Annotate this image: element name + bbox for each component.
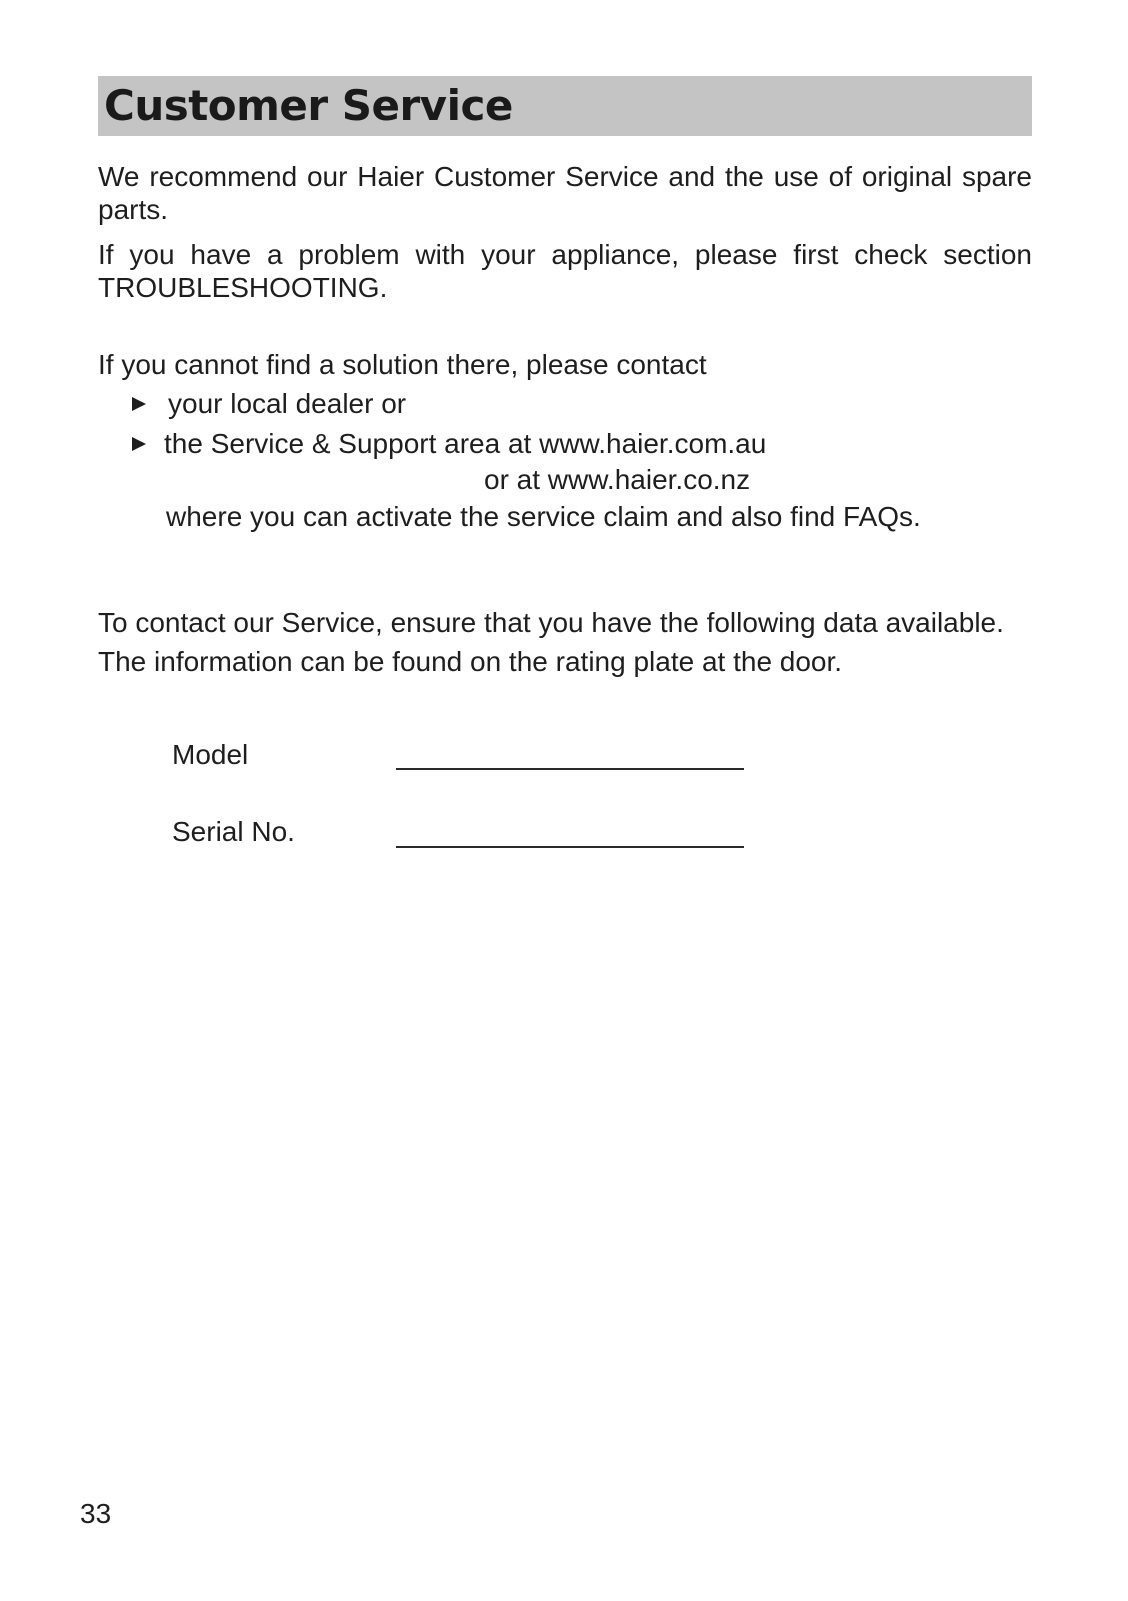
- no-solution-paragraph: If you cannot find a solution there, please contact: [98, 349, 707, 380]
- list-item-service-support: [132, 427, 766, 460]
- recommend-paragraph: We recommend our Haier Customer Service and the use of original spare parts.: [98, 161, 1032, 225]
- serial-number-blank-line: [396, 846, 744, 848]
- list-item-local-dealer: [132, 387, 406, 420]
- title-bar: [98, 76, 1032, 136]
- bullet-arrow-icon: [132, 437, 146, 451]
- page-number: 33: [80, 1498, 112, 1529]
- data-available-line: To contact our Service, ensure that you have the following data available.: [98, 607, 1004, 638]
- serial-number-label: Serial No.: [172, 816, 295, 847]
- list-item-label: your local dealer or: [168, 388, 407, 419]
- model-blank-line: [396, 768, 744, 770]
- service-claim-note: where you can activate the service claim and also find FAQs.: [166, 501, 921, 532]
- model-label: Model: [172, 739, 249, 770]
- list-item-label: the Service & Support area at www.haier.com.au: [164, 428, 767, 459]
- bullet-arrow-icon: [132, 397, 146, 411]
- page-title: Customer Service: [104, 81, 513, 130]
- alt-website-line: or at www.haier.co.nz: [484, 464, 751, 495]
- problem-paragraph: If you have a problem with your appliance, please first check section TROUBLESHOOTING.: [98, 239, 1032, 303]
- rating-plate-line: The information can be found on the rating plate at the door.: [98, 646, 843, 677]
